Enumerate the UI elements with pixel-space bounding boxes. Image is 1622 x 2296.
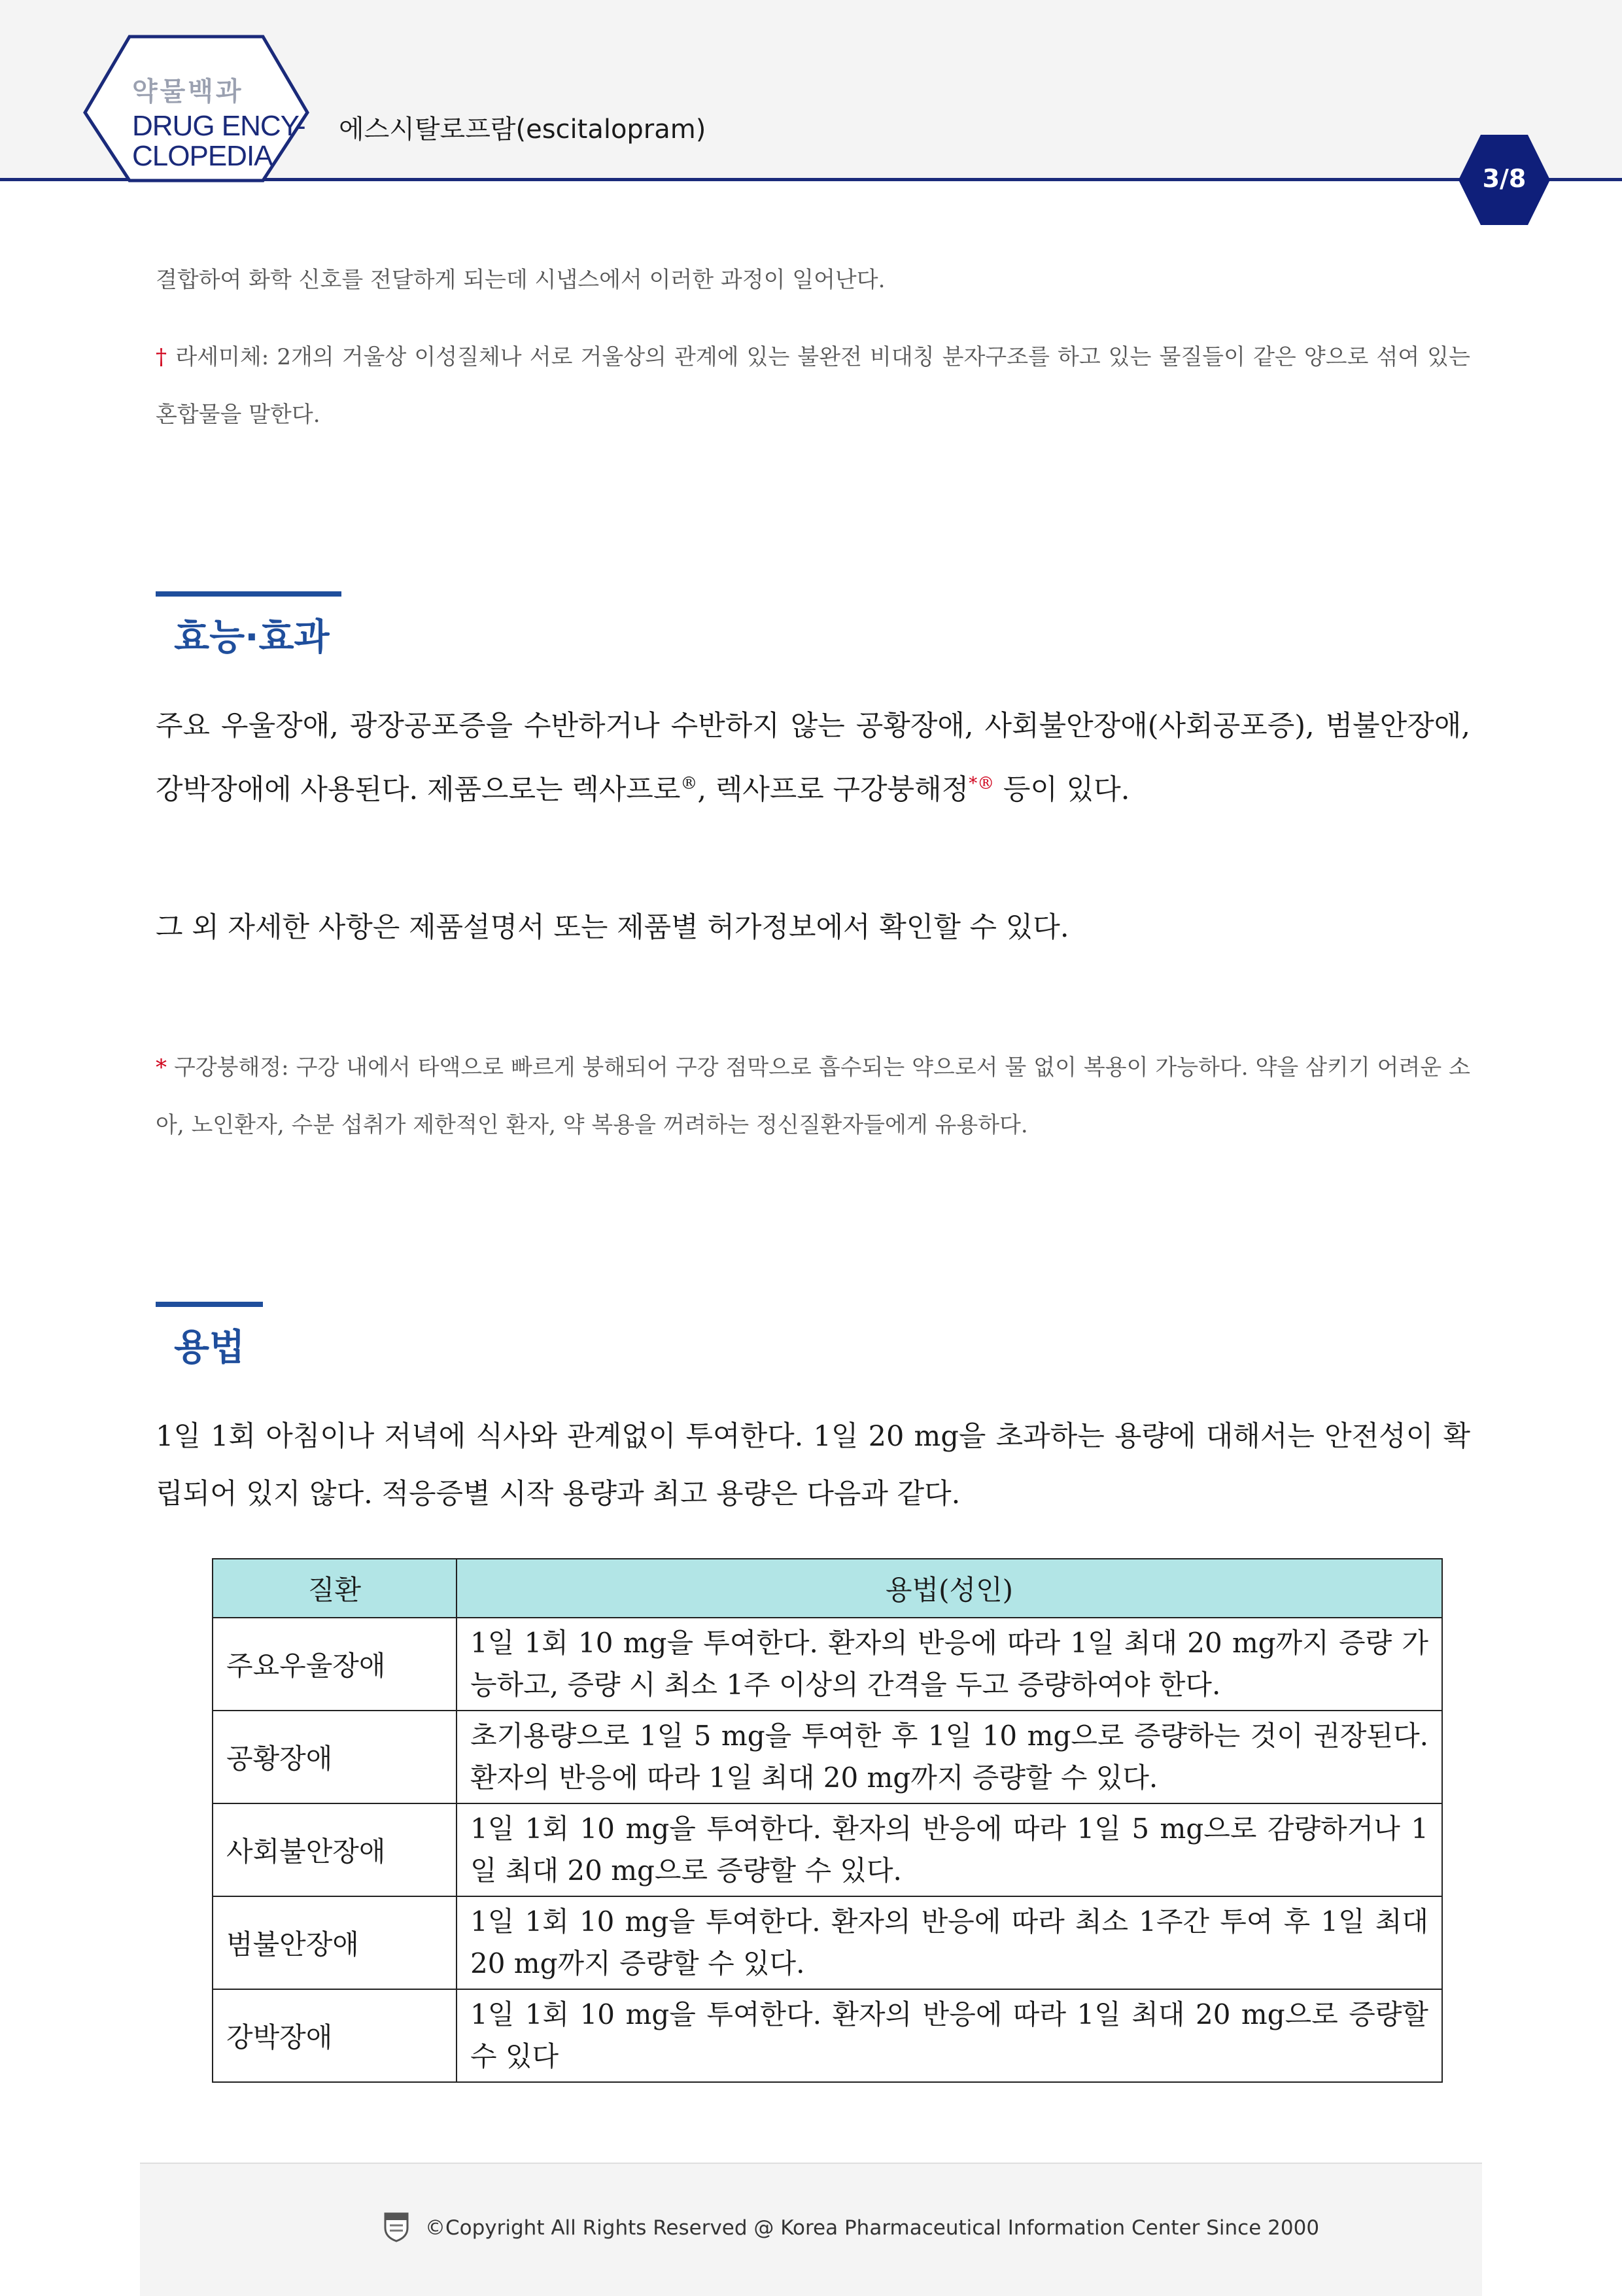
table-header-usage: 용법(성인)	[457, 1559, 1442, 1618]
asterisk-mark: *	[156, 1054, 167, 1081]
usage-cell: 1일 1회 10 mg을 투여한다. 환자의 반응에 따라 최소 1주간 투여 후 1일 최대 20 mg까지 증량할 수 있다.	[457, 1896, 1442, 1989]
logo-korean-text: 약물백과	[132, 77, 244, 107]
disease-cell: 범불안장애	[213, 1896, 457, 1989]
disease-cell: 주요우울장애	[213, 1618, 457, 1711]
dagger-mark: †	[156, 344, 168, 370]
drug-encyclopedia-logo	[78, 33, 314, 184]
logo-english-line1: DRUG ENCY-	[132, 110, 305, 142]
continued-paragraph: 결합하여 화학 신호를 전달하게 되는데 시냅스에서 이러한 과정이 일어난다.	[156, 267, 886, 293]
table-row	[213, 1896, 1442, 1989]
disease-cell: 사회불안장애	[213, 1803, 457, 1896]
logo-english-line2: CLOPEDIA	[132, 140, 273, 172]
odt-footnote	[156, 1039, 1470, 1154]
dosage-paragraph: 1일 1회 아침이나 저녁에 식사와 관계없이 투여한다. 1일 20 mg을 초과하는 용량에 대해서는 안전성이 확립되어 있지 않다. 적응증별 시작 용량과 최고 용량은 다음과 같다.	[156, 1420, 1470, 1510]
odt-asterisk-registered: *®	[969, 774, 995, 793]
efficacy-text-part1: 주요 우울장애, 광장공포증을 수반하거나 수반하지 않는 공황장애, 사회불안장애(사회공포증), 범불안장애, 강박장애에 사용된다. 제품으로는 렉사프로	[156, 710, 1470, 807]
odt-footnote-text: 구강붕해정: 구강 내에서 타액으로 빠르게 붕해되어 구강 점막으로 흡수되는 약으로서 물 없이 복용이 가능하다. 약을 삼키기 어려운 소아, 노인환자, 수분 섭취가 제한적인 환자, 약 복용을 꺼려하는 정신질환자들에게 유용하다.	[156, 1054, 1470, 1138]
disease-cell: 공황장애	[213, 1711, 457, 1803]
more-info-paragraph: 그 외 자세한 사항은 제품설명서 또는 제품별 허가정보에서 확인할 수 있다.	[156, 911, 1069, 944]
racemate-footnote	[156, 328, 1470, 444]
disease-cell: 강박장애	[213, 1989, 457, 2082]
usage-cell: 1일 1회 10 mg을 투여한다. 환자의 반응에 따라 1일 최대 20 mg까지 증량 가능하고, 증량 시 최소 1주 이상의 간격을 두고 증량하여야 한다.	[457, 1618, 1442, 1711]
copyright-text: ©Copyright All Rights Reserved @ Korea Pharmaceutical Information Center Since 2000	[425, 2216, 1320, 2240]
racemate-footnote-text: 라세미체: 2개의 거울상 이성질체나 서로 거울상의 관계에 있는 불완전 비대칭 분자구조를 하고 있는 물질들이 같은 양으로 섞여 있는 혼합물을 말한다.	[156, 344, 1470, 428]
usage-cell: 초기용량으로 1일 5 mg을 투여한 후 1일 10 mg으로 증량하는 것이 권장된다. 환자의 반응에 따라 1일 최대 20 mg까지 증량할 수 있다.	[457, 1711, 1442, 1803]
usage-cell: 1일 1회 10 mg을 투여한다. 환자의 반응에 따라 1일 5 mg으로 감량하거나 1일 최대 20 mg으로 증량할 수 있다.	[457, 1803, 1442, 1896]
efficacy-heading: 효능·효과	[174, 616, 330, 659]
table-header-disease: 질환	[213, 1559, 457, 1618]
table-row	[213, 1711, 1442, 1803]
table-row	[213, 1618, 1442, 1711]
table-header-row	[213, 1559, 1442, 1618]
efficacy-paragraph	[156, 697, 1470, 818]
shield-emblem-icon	[383, 2211, 409, 2242]
dosage-table	[212, 1558, 1443, 2083]
table-row	[213, 1989, 1442, 2082]
efficacy-text-part2: , 렉사프로 구강붕해정	[697, 773, 969, 807]
efficacy-heading-bar	[156, 591, 341, 597]
efficacy-text-part3: 등이 있다.	[994, 773, 1130, 807]
table-row	[213, 1803, 1442, 1896]
usage-cell: 1일 1회 10 mg을 투여한다. 환자의 반응에 따라 1일 최대 20 mg으로 증량할 수 있다	[457, 1989, 1442, 2082]
page-number: 3/8	[1482, 164, 1527, 193]
dosage-heading-bar	[156, 1302, 263, 1307]
dosage-heading: 용법	[174, 1327, 245, 1369]
document-title: 에스시탈로프람(escitalopram)	[339, 114, 706, 145]
page-number-badge	[1457, 133, 1551, 226]
footer	[140, 2163, 1482, 2296]
registered-mark: ®	[680, 774, 698, 793]
